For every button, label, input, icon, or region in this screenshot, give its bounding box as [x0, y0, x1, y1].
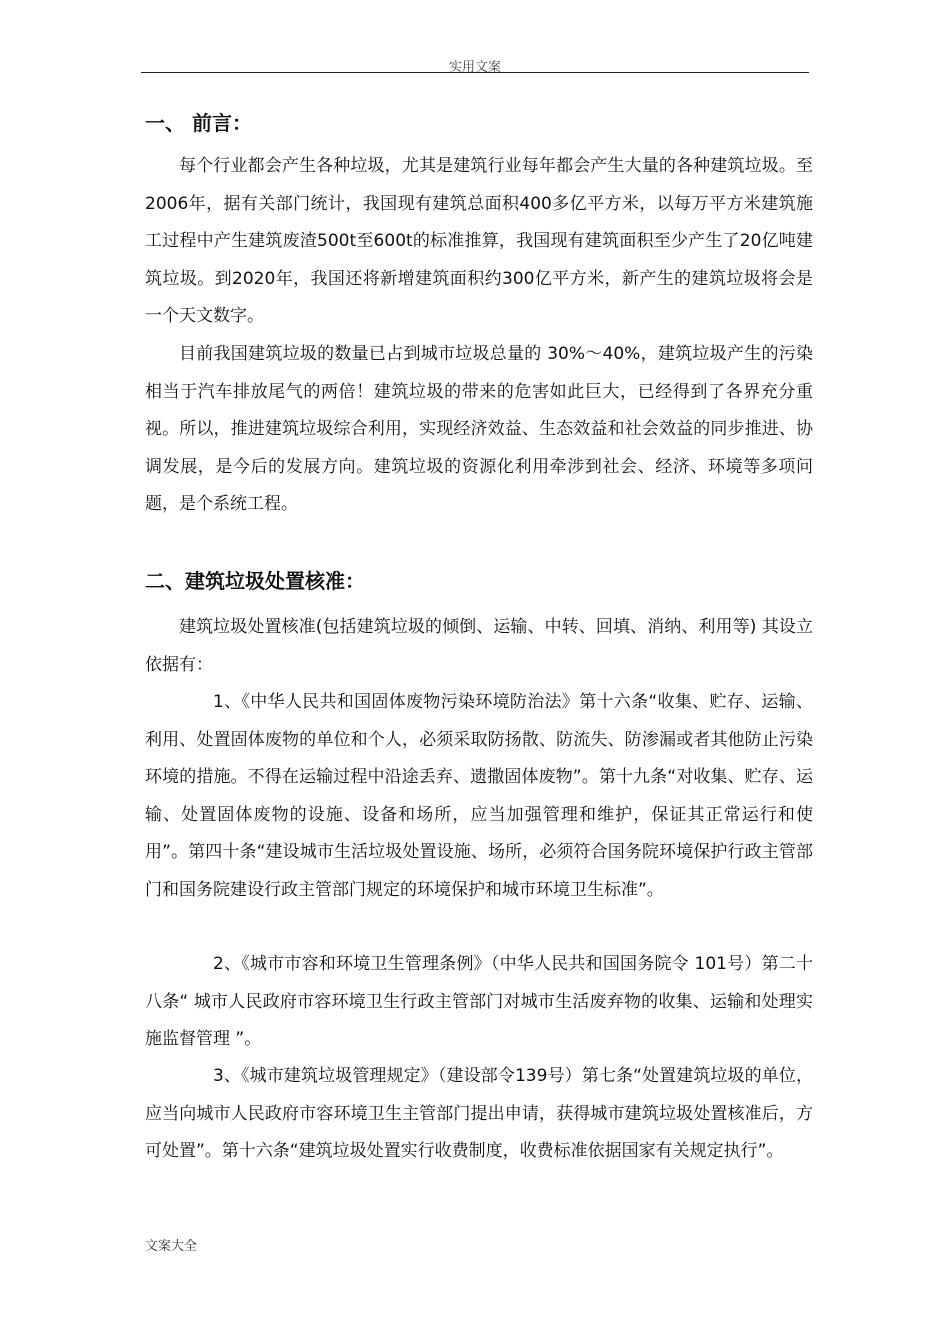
preface-paragraph-1: 每个行业都会产生各种垃圾，尤其是建筑行业每年都会产生大量的各种建筑垃圾。至2006年，据有关部门统计，我国现有建筑总面积400多亿平方米，以每万平方米建筑施工过程中产生建筑废渣500t至600t的标准推算，我国现有建筑面积至少产生了20亿吨建筑垃圾。到2020年，我国还将新增建筑面积约300亿平方米，新产生的建筑垃圾将会是一个天文数字。 [145, 156, 813, 326]
section-heading-disposal-approval: 二、建筑垃圾处置核准： [145, 569, 365, 593]
disposal-intro-paragraph: 建筑垃圾处置核准(包括建筑垃圾的倾倒、运输、中转、回填、消纳、利用等) 其设立依据有： [145, 617, 813, 675]
page-header: 实用文案 [448, 60, 501, 75]
section-heading-preface: 一、 前言： [145, 111, 252, 135]
preface-paragraph-2: 目前我国建筑垃圾的数量已占到城市垃圾总量的 30%～40%，建筑垃圾产生的污染相当于汽车排放尾气的两倍！建筑垃圾的带来的危害如此巨大，已经得到了各界充分重视。所以，推进建筑垃圾综合利用，实现经济效益、生态效益和社会效益的同步推进、协调发展，是今后的发展方向。建筑垃圾的资源化利用牵涉到社会、经济、环境等多项问题，是个系统工程。 [145, 344, 813, 514]
page-footer: 文案大全 [145, 1239, 198, 1254]
header-divider [141, 72, 809, 73]
legal-basis-item-3: 3、《城市建筑垃圾管理规定》（建设部令139号）第七条“处置建筑垃圾的单位，应当向城市人民政府市容环境卫生主管部门提出申请，获得城市建筑垃圾处置核准后，方可处置”。第十六条“建筑垃圾处置实行收费制度，收费标准依据国家有关规定执行”。 [145, 1066, 813, 1161]
legal-basis-item-2: 2、《城市市容和环境卫生管理条例》（中华人民共和国国务院令 101号）第二十八条“ 城市人民政府市容环境卫生行政主管部门对城市生活废弃物的收集、运输和处理实施监督管理 ”。 [145, 954, 813, 1049]
legal-basis-item-1: 1、《中华人民共和国固体废物污染环境防治法》第十六条“收集、贮存、运输、利用、处置固体废物的单位和个人，必须采取防扬散、防流失、防渗漏或者其他防止污染环境的措施。不得在运输过程中沿途丢弃、遗撒固体废物”。第十九条“对收集、贮存、运输、处置固体废物的设施、设备和场所，应当加强管理和维护，保证其正常运行和使用”。第四十条“建设城市生活垃圾处置设施、场所，必须符合国务院环境保护行政主管部门和国务院建设行政主管部门规定的环境保护和城市环境卫生标准”。 [145, 692, 813, 900]
